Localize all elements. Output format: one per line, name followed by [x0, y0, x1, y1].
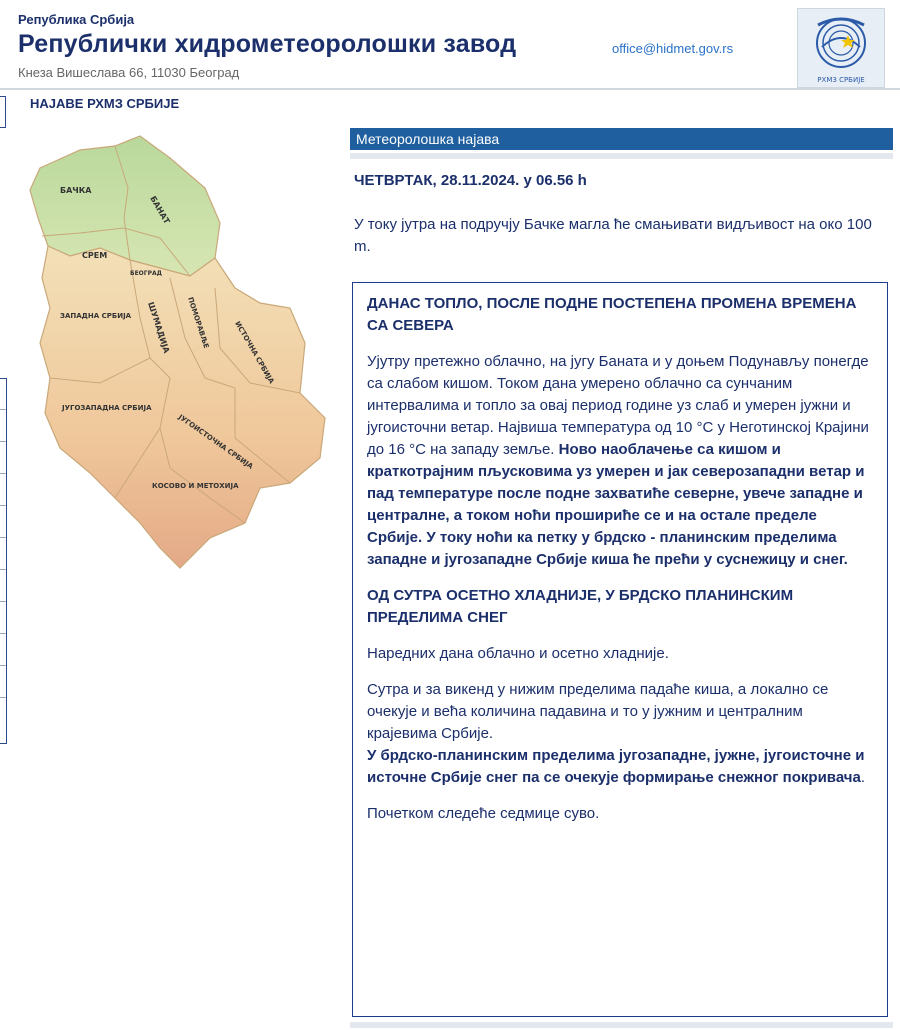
map-label-srem: СРЕМ	[82, 251, 108, 260]
nav-forecasts-link[interactable]: НАЈАВЕ РХМЗ СРБИЈЕ	[30, 96, 180, 111]
site-header	[0, 0, 900, 92]
government-label: Република Србија	[18, 12, 135, 27]
forecast-heading-tomorrow: ОД СУТРА ОСЕТНО ХЛАДНИЈЕ, У БРДСКО ПЛАНИНСКИМ ПРЕДЕЛИМА СНЕГ	[367, 587, 794, 626]
map-label-istocna-srbija: ИСТОЧНА СРБИЈА	[233, 320, 276, 386]
address-text: Кнеза Вишеслава 66, 11030 Београд	[18, 65, 240, 80]
forecast-date: ЧЕТВРТАК, 28.11.2024. у 06.56 h	[354, 172, 587, 189]
map-label-banat: БАНАТ	[148, 194, 172, 226]
map-label-zapadna-srbija: ЗАПАДНА СРБИЈА	[60, 312, 132, 320]
forecast-paragraph-weekend: Сутра и за викенд у нижим пределима падаће киша, а локално се очекује и већа количина падавина и то у јужним и централним крајевима Србије. У брдско-планинским пределима југозападне, јужне, југоисточне и источне Србије снег па се очекује формирање снежног покривача.	[367, 681, 866, 786]
content-bottom-bar	[350, 1022, 893, 1028]
forecast-paragraph-today	[367, 351, 873, 571]
map-label-sumadija: ШУМАДИЈА	[146, 300, 172, 355]
forecast-section-header: Метеоролошка најава	[350, 128, 893, 150]
forecast-content-box	[352, 282, 888, 1017]
today-normal-text: Ујутру претежно облачно, на југу Баната и у доњем Подунављу понегде са слабом кишом. Током дана умерено облачно са сунчаним интервалима и топло за овај период године уз слаб и умерен јужни и југоисточни ветар. Највиша температура од 10 °C у Неготинској Крајини до 16 °C на западу земље.	[367, 353, 869, 458]
weekend-bold-text: У брдско-планинским пределима југозападне, јужне, југоисточне и источне Србије снег па се очекује формирање снежног покривача	[367, 747, 865, 786]
email-link[interactable]: office@hidmet.gov.rs	[612, 41, 734, 56]
forecast-intro: У току јутра на подручју Бачке магла ће смањивати видљивост на око 100 m.	[354, 216, 872, 255]
weekend-normal-text: Сутра и за викенд у нижим пределима падаће киша, а локално се очекује и већа количина падавина и то у јужним и централним крајевима Србије.	[367, 681, 829, 742]
logo-emblem-icon	[798, 9, 884, 87]
institute-title[interactable]: Републички хидрометеоролошки завод	[18, 30, 517, 58]
forecast-paragraph-next-days: Наредних дана облачно и осетно хладније.	[367, 645, 669, 662]
serbia-regions-map[interactable]	[20, 128, 336, 576]
collapsed-side-table	[0, 378, 7, 744]
forecast-heading-today: ДАНАС ТОПЛО, ПОСЛЕ ПОДНЕ ПОСТЕПЕНА ПРОМЕНА ВРЕМЕНА СА СЕВЕРА	[367, 295, 857, 334]
map-label-beograd: БЕОГРАД	[130, 270, 162, 277]
map-label-jugozapadna-srbija: ЈУГОЗАПАДНА СРБИЈА	[62, 404, 152, 412]
map-label-backa: БАЧКА	[60, 186, 92, 195]
collapsed-sidebar-tab[interactable]	[0, 96, 6, 128]
map-label-pomoravlje: ПОМОРАВЉЕ	[186, 296, 211, 350]
map-label-kosovo: КОСОВО И МЕТОХИЈА	[152, 482, 239, 490]
forecast-paragraph-next-week: Почетком следеће седмице суво.	[367, 805, 600, 822]
rhmz-logo[interactable]	[797, 8, 885, 88]
map-label-jugoistocna-srbija: ЈУГОИСТОЧНА СРБИЈА	[176, 413, 255, 471]
header-divider	[0, 88, 900, 90]
section-underline	[350, 153, 893, 159]
today-bold-text: Ново наоблачење са кишом и краткотрајним пљусковима уз умерен и јак северозападни ветар и пад температуре после подне захватиће северне, увече западне и централне, а током ноћи прошириће се и на остале пределе Србије. У току ноћи ка петку у брдско - планинским пределима западне и југозападне Србије киша ће прећи у суснежицу и снег.	[367, 441, 865, 568]
svg-text:РХМЗ СРБИЈЕ: РХМЗ СРБИЈЕ	[817, 76, 865, 84]
